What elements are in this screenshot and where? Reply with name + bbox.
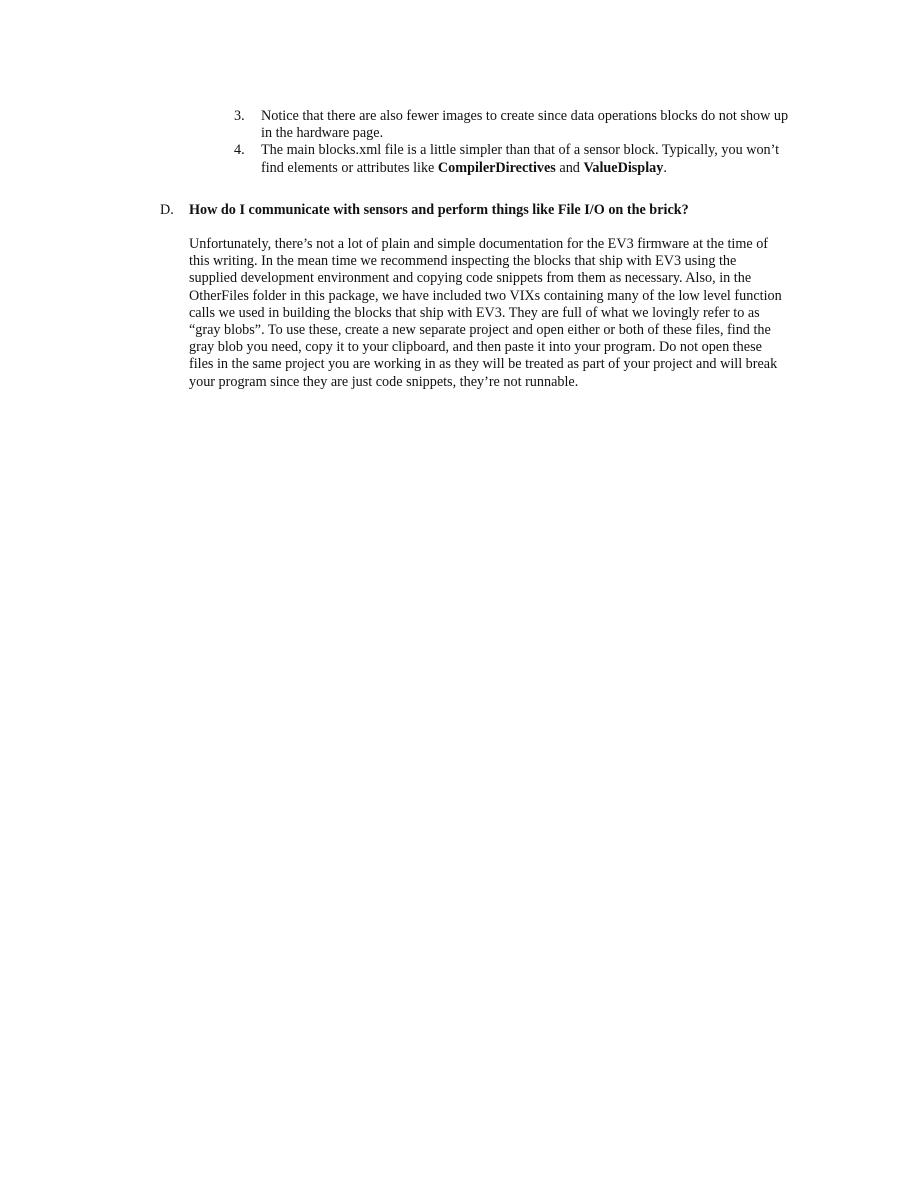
list-item-text-join: and (555, 159, 584, 176)
value-display-term: ValueDisplay (583, 159, 664, 176)
section-paragraph: Unfortunately, there’s not a lot of plain and simple documentation for the EV3 firmware at the time of this writing. In the mean time we recommend inspecting the blocks that ship with EV3 using the supplied development environment and copying code snippets from them as necessary. Also, in the OtherFiles folder in this package, we have included two VIXs containing many of the low level function calls we used in building the blocks that ship with EV3. They are full of what we lovingly refer to as “gray blobs”. To use these, create a new separate project and open either or both of these files, find the gray blob you need, copy it to your clipboard, and then paste it into your program. Do not open these files in the same project you are working in as they will be treated as part of your project and will break your program since they are just code snippets, they’re not runnable. (189, 236, 782, 390)
list-item (229, 142, 789, 176)
section-heading: How do I communicate with sensors and perform things like File I/O on the brick? (189, 202, 689, 218)
list-item-text: Notice that there are also fewer images to create since data operations blocks do not show up in the hardware page. (261, 108, 789, 142)
numbered-list (229, 108, 789, 177)
list-item-number: 4. (234, 142, 245, 159)
list-item-text-end: . (663, 159, 667, 176)
list-item-text (261, 142, 779, 175)
list-item-number: 3. (234, 108, 245, 124)
list-item-text-start: The main blocks.xml file is a little simpler than that of a sensor block. Typically, you won’t find elements or attributes like (261, 142, 780, 176)
compiler-directives-term: CompilerDirectives (437, 159, 556, 176)
section-letter: D. (160, 202, 174, 218)
list-item (229, 108, 789, 142)
